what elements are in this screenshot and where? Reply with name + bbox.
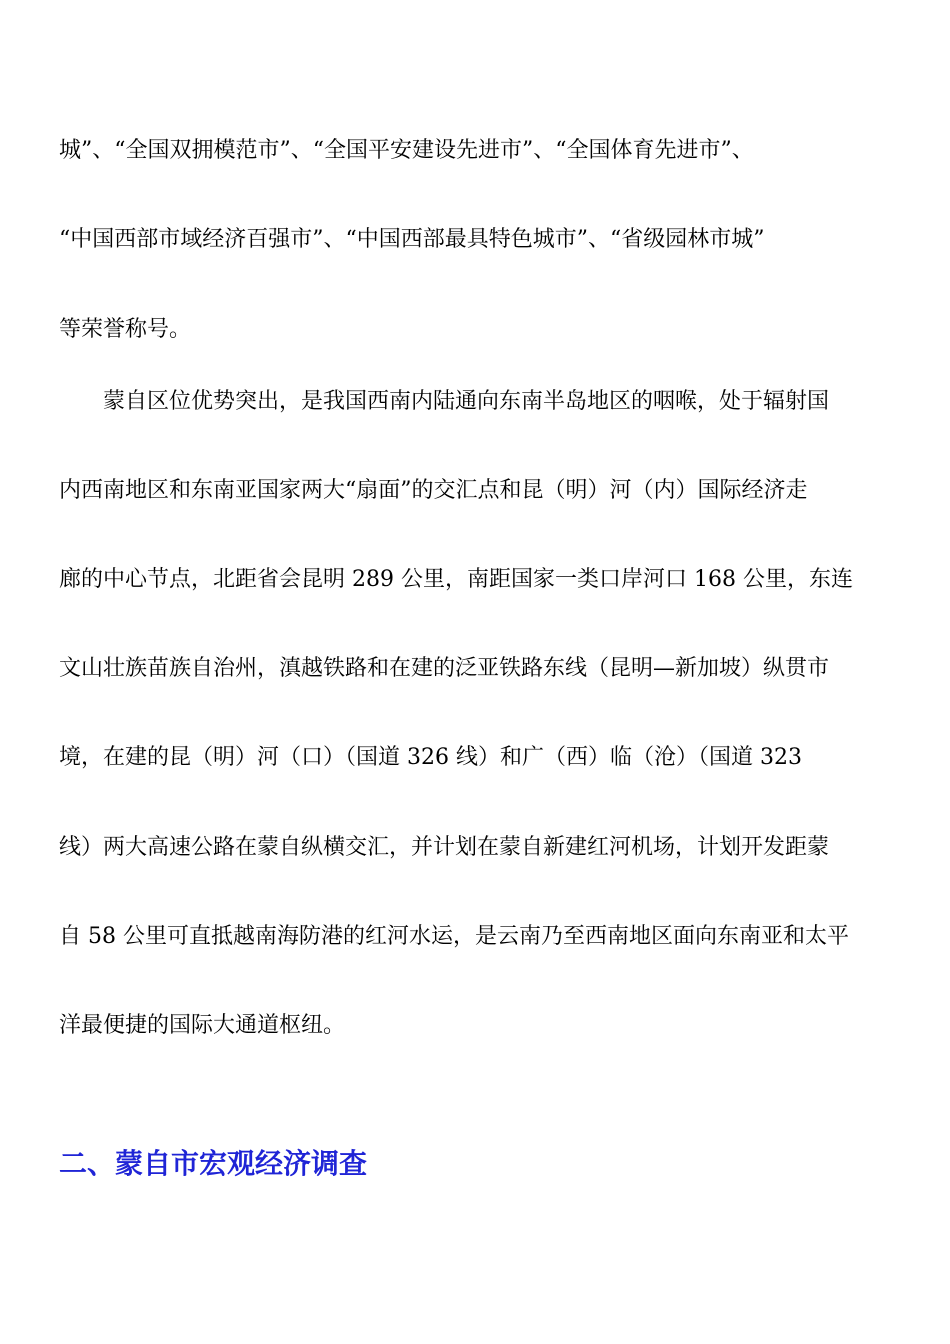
section-heading: 二、蒙自市宏观经济调查 (59, 1147, 368, 1180)
body-text-line: 自 58 公里可直抵越南海防港的红河水运，是云南乃至西南地区面向东南亚和太平 (59, 924, 849, 949)
body-text-line: 境，在建的昆（明）河（口）（国道 326 线）和广（西）临（沧）（国道 323 (59, 745, 802, 770)
body-text-line: 文山壮族苗族自治州，滇越铁路和在建的泛亚铁路东线（昆明—新加坡）纵贯市 (59, 656, 830, 681)
body-text-line: “中国西部市域经济百强市”、“中国西部最具特色城市”、“省级园林市城” (59, 227, 765, 252)
body-text-line: 等荣誉称号。 (59, 317, 192, 342)
body-text-line: 廊的中心节点，北距省会昆明 289 公里，南距国家一类口岸河口 168 公里，东连 (59, 567, 853, 592)
body-text-line: 洋最便捷的国际大通道枢纽。 (59, 1013, 346, 1038)
body-text-line: 线）两大高速公路在蒙自纵横交汇，并计划在蒙自新建红河机场，计划开发距蒙 (59, 835, 830, 860)
body-text-line: 内西南地区和东南亚国家两大“扇面”的交汇点和昆（明）河（内）国际经济走 (59, 478, 808, 503)
body-text-line: 城”、“全国双拥模范市”、“全国平安建设先进市”、“全国体育先进市”、 (59, 138, 754, 163)
body-text-line: 蒙自区位优势突出，是我国西南内陆通向东南半岛地区的咽喉，处于辐射国 (59, 389, 830, 414)
